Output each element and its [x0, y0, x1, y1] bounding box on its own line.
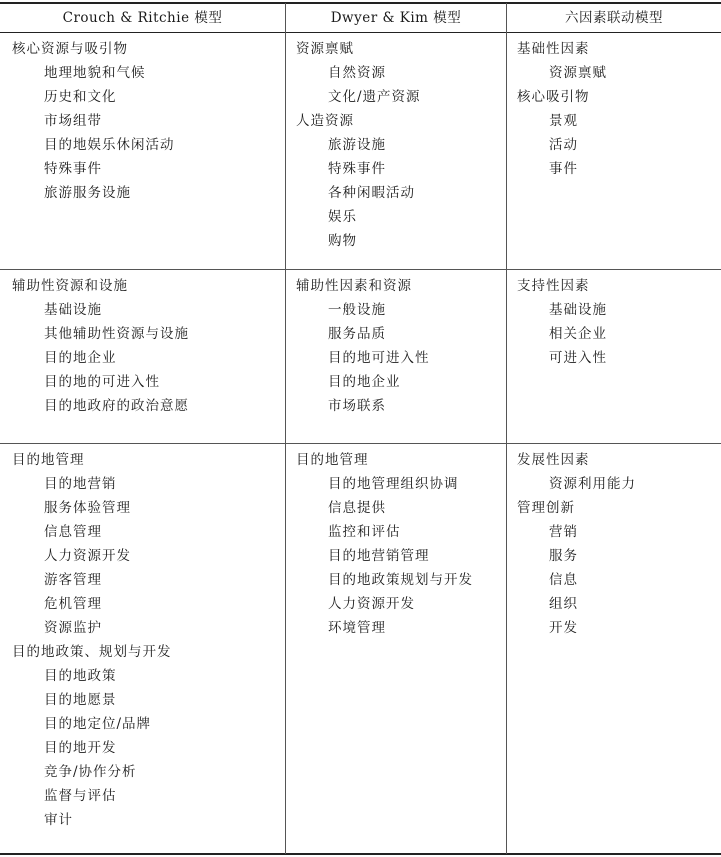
list-item: 目的地娱乐休闲活动 [44, 137, 175, 153]
category-heading: 辅助性资源和设施 [12, 278, 128, 294]
list-item: 文化/遗产资源 [328, 89, 421, 105]
list-item: 信息 [549, 572, 578, 588]
list-item: 可进入性 [549, 350, 607, 366]
list-item: 事件 [549, 161, 578, 177]
list-item: 相关企业 [549, 326, 607, 342]
list-item: 目的地定位/品牌 [44, 716, 152, 732]
list-item: 目的地管理组织协调 [328, 476, 459, 492]
list-item: 监督与评估 [44, 788, 117, 804]
list-item: 购物 [328, 233, 357, 249]
category-heading: 支持性因素 [517, 278, 590, 294]
list-item: 活动 [549, 137, 578, 153]
list-item: 历史和文化 [44, 89, 117, 105]
header-dwyer-kim: Dwyer & Kim 模型 [330, 10, 462, 26]
cell-management-six [517, 448, 636, 640]
row-1-divider [0, 269, 721, 270]
row-2-divider [0, 443, 721, 444]
list-item: 各种闲暇活动 [328, 185, 415, 201]
list-item: 信息管理 [44, 524, 102, 540]
list-item: 景观 [549, 113, 578, 129]
list-item: 娱乐 [328, 209, 357, 225]
list-item: 市场组带 [44, 113, 102, 129]
list-item: 基础设施 [44, 302, 102, 318]
list-item: 目的地的可进入性 [44, 374, 160, 390]
table-bottom-rule [0, 853, 721, 855]
category-heading: 管理创新 [517, 500, 575, 516]
list-item: 目的地愿景 [44, 692, 117, 708]
category-heading: 目的地管理 [12, 452, 85, 468]
list-item: 游客管理 [44, 572, 102, 588]
cell-supporting-six [517, 274, 607, 370]
category-heading: 资源禀赋 [296, 41, 354, 57]
list-item: 特殊事件 [328, 161, 386, 177]
header-bottom-rule [0, 32, 721, 33]
list-item: 目的地企业 [328, 374, 401, 390]
header-six-factor: 六因素联动模型 [565, 10, 663, 26]
category-heading: 辅助性因素和资源 [296, 278, 412, 294]
list-item: 目的地企业 [44, 350, 117, 366]
list-item: 开发 [549, 620, 578, 636]
list-item: 人力资源开发 [44, 548, 131, 564]
list-item: 危机管理 [44, 596, 102, 612]
list-item: 目的地政策规划与开发 [328, 572, 473, 588]
list-item: 资源监护 [44, 620, 102, 636]
cell-core-resources-dwyer [296, 37, 421, 253]
category-heading: 目的地管理 [296, 452, 369, 468]
cell-core-resources-six [517, 37, 607, 181]
column-divider-1 [285, 3, 286, 854]
category-heading: 基础性因素 [517, 41, 590, 57]
list-item: 服务体验管理 [44, 500, 131, 516]
list-item: 目的地政府的政治意愿 [44, 398, 189, 414]
list-item: 环境管理 [328, 620, 386, 636]
list-item: 组织 [549, 596, 578, 612]
list-item: 地理地貌和气候 [44, 65, 146, 81]
cell-supporting-dwyer [296, 274, 430, 418]
list-item: 营销 [549, 524, 578, 540]
list-item: 目的地可进入性 [328, 350, 430, 366]
list-item: 目的地政策 [44, 668, 117, 684]
list-item: 服务品质 [328, 326, 386, 342]
cell-core-resources-crouch [12, 37, 175, 205]
list-item: 人力资源开发 [328, 596, 415, 612]
list-item: 服务 [549, 548, 578, 564]
list-item: 资源利用能力 [549, 476, 636, 492]
category-heading: 目的地政策、规划与开发 [12, 644, 172, 660]
list-item: 一般设施 [328, 302, 386, 318]
list-item: 目的地营销 [44, 476, 117, 492]
list-item: 市场联系 [328, 398, 386, 414]
list-item: 旅游服务设施 [44, 185, 131, 201]
list-item: 目的地营销管理 [328, 548, 430, 564]
list-item: 信息提供 [328, 500, 386, 516]
column-divider-2 [506, 3, 507, 854]
list-item: 目的地开发 [44, 740, 117, 756]
category-heading: 核心资源与吸引物 [12, 41, 128, 57]
list-item: 监控和评估 [328, 524, 401, 540]
list-item: 旅游设施 [328, 137, 386, 153]
cell-management-crouch [12, 448, 172, 832]
list-item: 资源禀赋 [549, 65, 607, 81]
list-item: 审计 [44, 812, 73, 828]
list-item: 竞争/协作分析 [44, 764, 137, 780]
category-heading: 人造资源 [296, 113, 354, 129]
cell-supporting-crouch [12, 274, 189, 418]
list-item: 自然资源 [328, 65, 386, 81]
list-item: 基础设施 [549, 302, 607, 318]
category-heading: 核心吸引物 [517, 89, 590, 105]
list-item: 特殊事件 [44, 161, 102, 177]
header-crouch-ritchie: Crouch & Ritchie 模型 [62, 10, 223, 26]
cell-management-dwyer [296, 448, 473, 640]
list-item: 其他辅助性资源与设施 [44, 326, 189, 342]
category-heading: 发展性因素 [517, 452, 590, 468]
